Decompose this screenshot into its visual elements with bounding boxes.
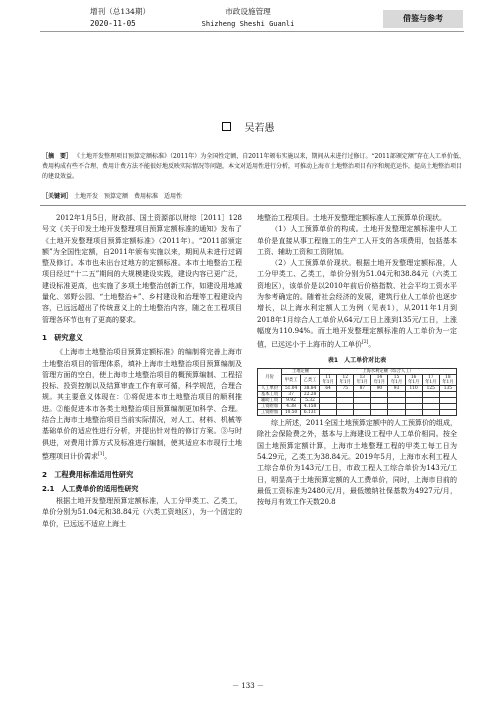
cell-jia: 9.92: [282, 398, 301, 404]
left-column: [42, 213, 242, 530]
section-2-1-heading: 2.1 人工费单价的适用性研究: [42, 484, 139, 493]
cell-sh: [439, 410, 456, 416]
table-body: [258, 386, 457, 416]
issue-date: 2020-11-05: [90, 19, 136, 28]
journal-title-cn: 市政设施管理: [225, 7, 271, 16]
cell-jia: 10.50: [282, 410, 301, 416]
section-2-heading: 2 工程费用标准适用性研究: [42, 469, 134, 479]
abstract-divider: [40, 205, 466, 206]
col-year: 15 年1月: [388, 375, 405, 386]
square-bullet-icon: [222, 122, 231, 131]
cell-sh: [422, 410, 439, 416]
cell-sh: [354, 410, 371, 416]
abstract-label: ［摘 要］: [42, 153, 73, 160]
cell-jia: 51.04: [282, 386, 301, 392]
abstract: [42, 152, 466, 182]
cell-sh: [388, 410, 405, 416]
abstract-text: 《土地开发整理项目预算定额标准》（2011年）为全国性定额，自2011年颁布实施以来，期间从未进行过修订。“2011部颁定额”存在人工单价低、费用构成有些不合理、费用计费方法不能很好地反映实际情况等问题，本文对适用性进行分析，可推动上海市土地整治项目有序和规范运作，提高土地整治项目的建设效益。: [42, 153, 465, 180]
section-1-paragraph: 《上海市土地整治项目预算定额标准》的编制将完善上海市土地整治项目的管理体系，填补上海市土地整治项目预算编制及管理方面的空白，使上海市土地整治项目的概预算编制、工程招投标、投资控制以及结算审查工作有章可循，科学规范，合理合规。其主要意义体现在：①将促进本市土地整治项目的顺利推进。②能促进本市各类土地整治项目预算编制更加科学、合理。结合上海市土地整治项目当前实际情况，对人工、材料、机械等基础单价的适应性进行分析，并提出针对性的修订方案。③与时俱进，对费用计算方式及标准进行编制，使其适应本市现行土地整理项目计价需求[1]。: [42, 348, 242, 461]
col-year: 11 年1月: [320, 375, 337, 386]
keywords-label: ［关键词］: [42, 193, 73, 200]
cell-yi: 22.28: [301, 392, 320, 398]
section-badge: 借鉴与参考: [383, 10, 463, 28]
cell-sh: 90: [371, 386, 388, 392]
citation-1: [1]: [98, 451, 105, 457]
cell-yi: 6.131: [301, 410, 320, 416]
table-caption: 表1 人工单价对比表: [327, 356, 387, 364]
citation-2: [2]: [362, 340, 369, 346]
keywords: [42, 192, 466, 202]
labor-price-composition: （1）人工预算单价的构成。土地开发整理定额标准中人工单价是直接从事工程施工的生产工人开支的各项费用，包括基本工资、辅助工资和工资附加。: [257, 225, 457, 256]
cell-sh: 135: [439, 386, 456, 392]
col-jia: 甲类工: [282, 375, 301, 386]
row-label: 基本工资: [258, 392, 282, 398]
cell-sh: 93: [388, 386, 405, 392]
cell-sh: [337, 410, 354, 416]
header-divider: [40, 31, 464, 32]
section-2-1-paragraph: 根据土地开发整理预算定额标准，人工分甲类工、乙类工，单价分别为51.04元和38.84元（六类工资地区），为一个固定的单价，已远远不适应上海土: [42, 497, 242, 528]
cell-sh: 87: [354, 386, 371, 392]
cell-sh: [405, 410, 422, 416]
keywords-text: 土地开发 预算定额 费用标准 适用性: [73, 193, 182, 200]
cell-sh: 75: [337, 386, 354, 392]
row-label: 工资附加: [258, 410, 282, 416]
cell-sh: 64: [320, 386, 337, 392]
labor-price-table: [257, 368, 457, 416]
cell-sh: [371, 410, 388, 416]
cell-jia: 37: [282, 392, 301, 398]
col-year: 12 年1月: [337, 375, 354, 386]
table-row: [258, 410, 457, 416]
issue-number: 增刊（总134期）: [90, 7, 151, 16]
cell-yi: 38.84: [301, 386, 320, 392]
intro-paragraph: 2012年1月5日，财政部、国土资源部以财综［2011］128号文《关于印发土地开发整理项目预算定额标准的通知》发布了《土地开发整理项目预算定额标准》（2011年）。“2011部颁定额”为全国性定额，自2011年颁布实施以来，期间从未进行过调整及修订。本市也未出台过地方的定额标准。本市土地整治工程项目经过“十二五”期间的大规模建设实践，建设内容已更广泛，建设标准更高，也实施了多项土地整治创新工作，如建设用地减量化、郊野公园、“土地整治+”、乡村建设和治理等工程建设内容，已远远超出了传统意义上的土地整治内容，随之在工程项目管理各环节也有了更高的要求。: [42, 214, 242, 324]
author-line: [0, 119, 496, 134]
row-label: 辅助工资: [258, 398, 282, 404]
section-1-heading: 1 研究意义: [42, 332, 83, 342]
author-name: 吴若愚: [244, 123, 275, 134]
page-header: [0, 0, 496, 60]
labor-price-status: （2）人工预算单价现状。根据土地开发整理定额标准，人工分甲类工、乙类工，单价分别为51.04元和38.84元（六类工资地区），该单价是以2010年前后价格指数、社会平均工资水平为参考确定的。随着社会经济的发展，建筑行业人工单价也逐步增长，以上海水利定额人工为例（见表1），从2011年1月到2018年1月综合人工单价从64元/工日上涨到135元/工日，上涨幅度为110.94%。而土地开发整理定额标准的人工单价为一定值，已远远小于上海市的人工单价[2]。: [257, 259, 457, 349]
cell-sh: 110: [405, 386, 422, 392]
col-year: 14 年1月: [371, 375, 388, 386]
summary-paragraph: 综上所述，2011全国土地预算定额中的人工预算价的组成，除社会保险费之外，基本与上海建设工程中人工单价相同。按全国土地预算定额计算，上海市土地整理工程的甲类工每工日为54.29元，乙类工为38.84元。2019年5月，上海市水利工程人工综合单价为143元/工日，市政工程人工综合单价为143元/工日，明显高于土地预算定额的人工费单价，同时，上海市目前的最低工资标准为2480元/月，最低缴纳社保基数为4927元/月，按每月有效工作天数20.8: [257, 419, 457, 507]
cell-yi: 5.32: [301, 398, 320, 404]
col-year: 13 年1月: [354, 375, 371, 386]
col-group-land: 土地定额: [282, 369, 320, 375]
row-label: 工资附加: [258, 404, 282, 410]
col-group-shanghai: 上海水利定额（综合人工）: [320, 369, 457, 375]
journal-title-en: Shizheng Sheshi Guanli: [201, 20, 295, 28]
cell-jia: 4.38: [282, 404, 301, 410]
col-month: 月份: [258, 369, 282, 386]
col-year: 16 年1月: [405, 375, 422, 386]
cell-yi: 4.158: [301, 404, 320, 410]
cell-sh: 125: [422, 386, 439, 392]
cell-sh: [320, 410, 337, 416]
col-year: 17 年1月: [422, 375, 439, 386]
right-column: [257, 213, 457, 509]
col-year: 18 年1月: [439, 375, 456, 386]
row-label: 人工单价: [258, 386, 282, 392]
page-number: － 133 －: [232, 682, 264, 690]
table-subheader-row: [258, 375, 457, 386]
col-yi: 乙类工: [301, 375, 320, 386]
continued-paragraph: 地整治工程项目。土地开发整理定额标准人工预算单价现状。: [257, 214, 446, 222]
